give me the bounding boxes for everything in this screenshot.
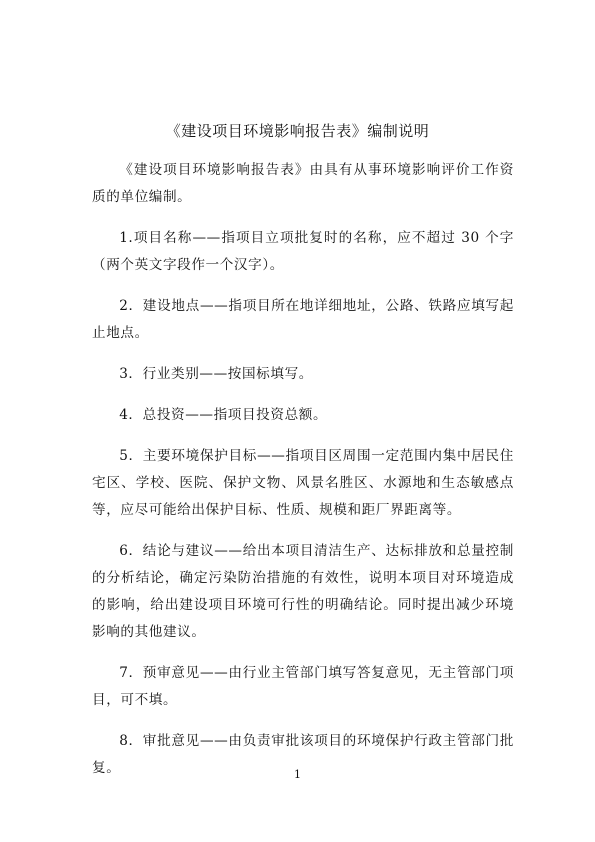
page-number: 1 [294,768,301,781]
paragraph-intro: 《建设项目环境影响报告表》由具有从事环境影响评价工作资质的单位编制。 [92,162,514,205]
paragraph-item-3: 3．行业类别——按国标填写。 [119,366,313,382]
document-body [92,157,514,782]
paragraph-item-5: 5．主要环境保护目标——指项目区周围一定范围内集中居民住宅区、学校、医院、保护文物、风景名胜区、水源地和生态敏感点等，应尽可能给出保护目标、性质、规模和距厂界距离等。 [92,448,514,518]
paragraph-item-7: 7．预审意见——由行业主管部门填写答复意见，无主管部门项目，可不填。 [92,665,514,708]
paragraph-item-6: 6．结论与建议——给出本项目清洁生产、达标排放和总量控制的分析结论，确定污染防治措施的有效性，说明本项目对环境造成的影响，给出建设项目环境可行性的明确结论。同时提出减少环境影响的其他建议。 [92,543,514,640]
paragraph-item-1: 1.项目名称——指项目立项批复时的名称，应不超过 30 个字（两个英文字段作一个汉字）。 [92,230,514,273]
paragraph-item-4: 4．总投资——指项目投资总额。 [119,407,328,423]
paragraph-item-8: 8．审批意见——由负责审批该项目的环境保护行政主管部门批复。 [92,733,514,776]
document-title: 《建设项目环境影响报告表》编制说明 [165,122,430,140]
paragraph-item-2: 2．建设地点——指项目所在地详细地址，公路、铁路应填写起止地点。 [92,298,514,341]
